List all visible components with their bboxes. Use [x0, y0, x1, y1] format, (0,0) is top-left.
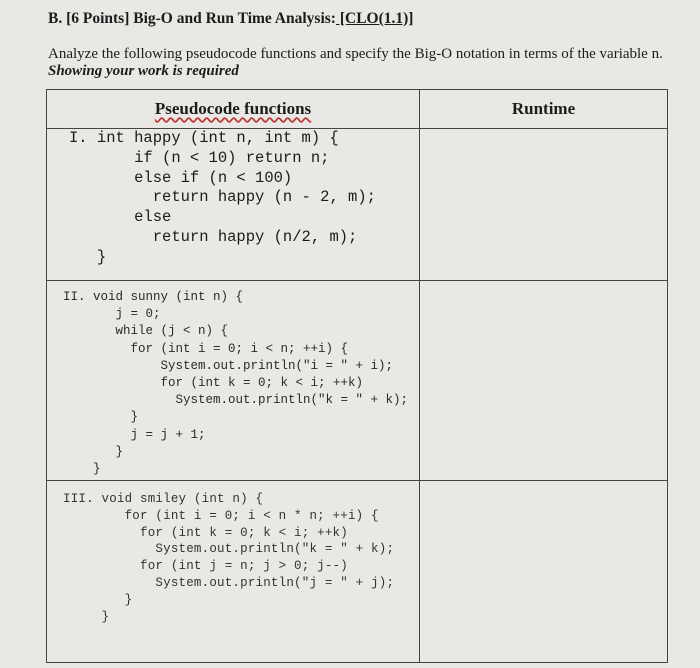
table-row	[47, 481, 668, 663]
runtime-answer-cell[interactable]	[420, 481, 668, 663]
analysis-table	[46, 89, 668, 663]
question-heading	[48, 10, 413, 28]
header-runtime: Runtime	[420, 90, 668, 129]
table-header-row	[47, 90, 668, 129]
question-instructions	[48, 46, 688, 80]
instructions-emphasis: Showing your work is required	[48, 63, 239, 79]
header-pseudocode: Pseudocode functions	[47, 90, 420, 129]
runtime-answer-cell[interactable]	[420, 129, 668, 281]
table-row	[47, 281, 668, 481]
pseudocode-cell	[47, 481, 420, 663]
table-row	[47, 129, 668, 281]
instructions-text: Analyze the following pseudocode functions and specify the Big-O notation in terms of the variable n.	[48, 46, 663, 62]
pseudocode-cell	[47, 281, 420, 481]
code-happy: I. int happy (int n, int m) { if (n < 10) return n; else if (n < 100) return happy (n - 2, m); else return happy (n/2, m); }	[69, 129, 376, 266]
code-sunny: II. void sunny (int n) { j = 0; while (j < n) { for (int i = 0; i < n; ++i) { System.out.println("i = " + i); for (int k = 0; k < i; ++k) System.out.println("k = " + k); } j = j + 1; } }	[63, 290, 409, 477]
code-smiley: III. void smiley (int n) { for (int i = 0; i < n * n; ++i) { for (int k = 0; k < i; ++k) System.out.println("k = " + k); for (int j = n; j > 0; j--) System.out.println("j = " + j); } }	[63, 492, 395, 624]
runtime-answer-cell[interactable]	[420, 281, 668, 481]
heading-clo: [CLO(1.1)]	[335, 10, 414, 27]
heading-title: B. [6 Points] Big-O and Run Time Analysis:	[48, 10, 336, 27]
pseudocode-cell	[47, 129, 420, 281]
